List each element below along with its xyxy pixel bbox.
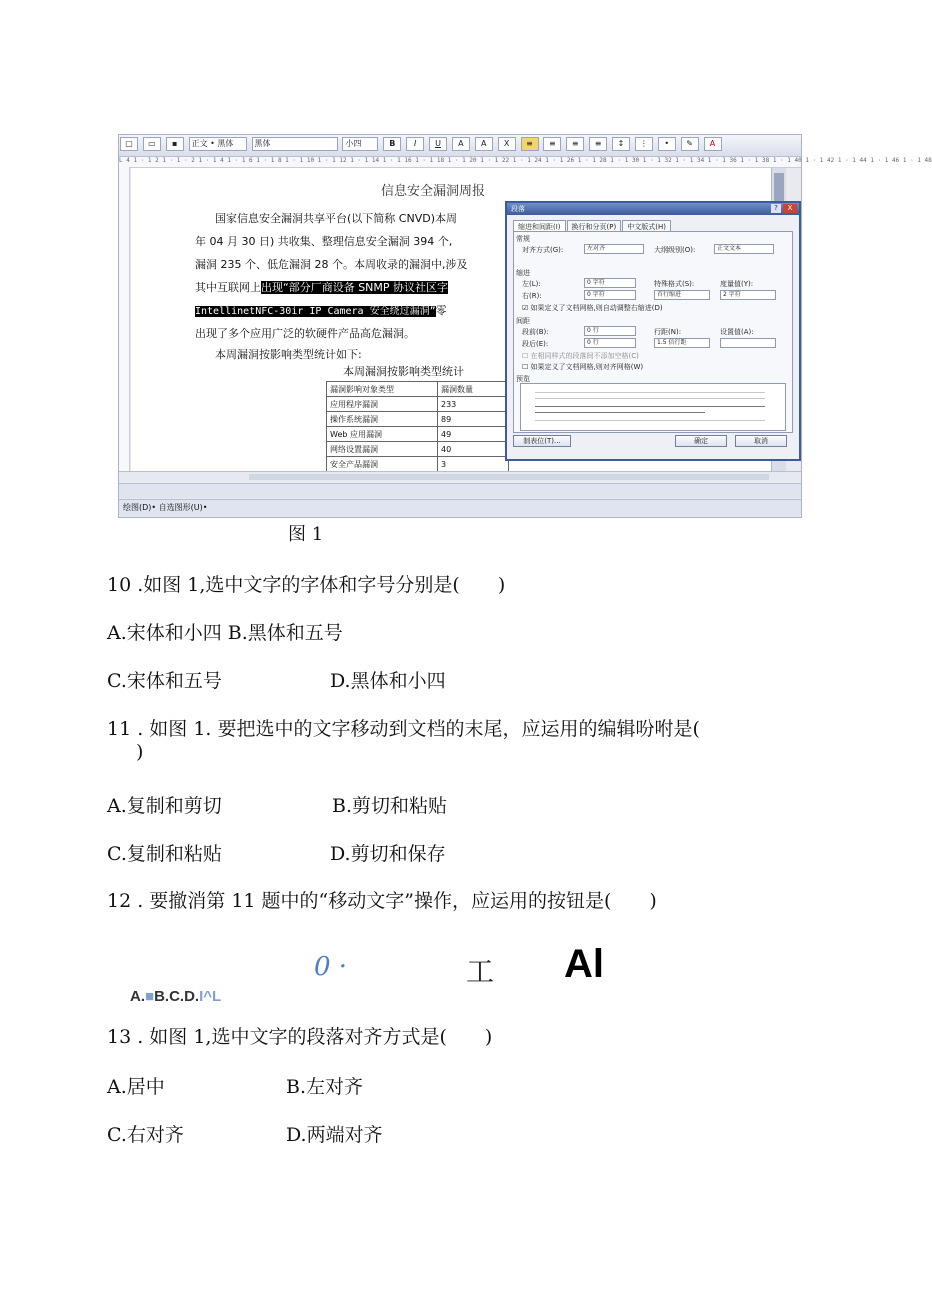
q11-option-a: A.复制和剪切 [107,795,222,817]
line-spacing-icon[interactable]: ↕ [612,137,630,151]
q13-option-b: B.左对齐 [286,1076,364,1098]
measure-field[interactable]: 2 字符 [720,290,776,300]
table-header-row [327,382,509,397]
doc-line-4 [195,279,448,295]
doc-line-3: 漏洞 235 个、低危漏洞 28 个。本周收录的漏洞中,涉及 [195,258,468,271]
before-label: 段前(B): [522,328,549,336]
font-color-button[interactable]: A [452,137,470,151]
section-indent: 缩进 [516,269,530,277]
right-indent-field[interactable]: 0 字符 [584,290,636,300]
table-cell: 安全产品漏洞 [327,457,438,472]
font-color-icon[interactable]: A [704,137,722,151]
work-glyph-icon: 工 [466,955,495,988]
horizontal-ruler: L 4 1 · 1 2 1 · 1 · 2 1 · 1 4 1 · 1 6 1 · 1 8 1 · 1 10 1 · 1 12 1 · 1 14 1 · 1 16 1 · 1 18 1 · 1 20 1 · 1 22 1 · 1 24 1 · 1 26 1 · 1 28 1 · 1 30 1 · 1 32 1 · 1 34 1 · 1 36 1 · 1 38 1 · 1 40 1 · 1 42 1 · 1 44 1 · 1 46 1 · 1 48 [119,157,801,168]
table-cell: 3 [438,457,509,472]
drawing-menu[interactable]: 绘图(D)• 自选图形(U)• [123,503,208,512]
left-indent-field[interactable]: 0 字符 [584,278,636,288]
word-screenshot-figure [118,134,932,518]
section-spacing: 间距 [516,317,530,325]
section-general: 常规 [516,235,530,243]
cancel-button[interactable]: 取消 [735,435,787,447]
setting-field[interactable] [720,338,776,348]
paragraph-dialog [505,201,801,461]
q12-option-a: A. [130,988,145,1005]
view-bar [119,471,801,482]
bold-button[interactable]: B [383,137,401,151]
vertical-ruler [119,167,130,471]
q12-options [130,988,221,1005]
close-icon[interactable]: X [783,204,797,213]
question-11-cont: ) [136,741,144,763]
q13-option-a: A.居中 [107,1076,165,1098]
undo-icon: 0 · [314,952,348,982]
question-12: 12 . 要撤消第 11 题中的“移动文字”操作，应运用的按钮是( ) [107,890,657,912]
dialog-body [513,231,793,433]
horizontal-scrollbar[interactable] [249,474,769,480]
table-row [327,442,509,457]
table-cell: 89 [438,412,509,427]
table-cell: 49 [438,427,509,442]
grid-indent-label: 如果定义了文档网格,则自动调整右缩进(D) [530,304,663,312]
preview-line [535,412,705,413]
align-label: 对齐方式(G): [522,246,564,254]
doc-line-1: 国家信息安全漏洞共享平台(以下简称 CNVD)本周 [215,212,457,225]
no-space-checkbox[interactable]: ☐ 在相同样式的段落间不添加空格(C) [522,352,639,360]
selected-text-1[interactable]: 出现“部分厂商设备 SNMP 协议社区字 [261,281,449,294]
table-row [327,427,509,442]
table-cell: 网络设置漏洞 [327,442,438,457]
setting-label: 设置值(A): [720,328,754,336]
table-header-cell: 漏洞影响对象类型 [327,382,438,397]
outline-label: 大纲级别(O): [654,246,696,254]
q13-option-c: C.右对齐 [107,1124,184,1146]
save-icon[interactable]: ▪ [166,137,184,151]
q12-option-tail: I^L [199,988,222,1005]
no-space-label: 在相同样式的段落间不添加空格(C) [530,352,639,360]
align-center-icon[interactable]: ≡ [543,137,561,151]
drawing-toolbar [119,499,801,516]
formatting-toolbar [119,135,801,157]
q12-options-bcd: B.C.D. [154,988,200,1005]
after-label: 段后(E): [522,340,549,348]
q11-option-c: C.复制和粘贴 [107,843,222,865]
font-select[interactable]: 黑体 [252,137,338,151]
special-label: 特殊格式(S): [654,280,695,288]
outline-select[interactable]: 正文文本 [714,244,774,254]
highlight-icon[interactable]: ✎ [681,137,699,151]
doc-line-2: 年 04 月 30 日) 共收集、整理信息安全漏洞 394 个, [195,235,453,248]
q13-option-d: D.两端对齐 [286,1124,383,1146]
document-title: 信息安全漏洞周报 [381,184,486,199]
q11-option-d: D.剪切和保存 [330,843,446,865]
doc-line-7: 本周漏洞按影响类型统计如下: [215,348,362,361]
q10-option-c: C.宋体和五号 [107,670,222,692]
table-caption: 本周漏洞按影响类型统计 [343,365,464,378]
doc-line-5-tail: 零 [435,304,447,317]
question-10: 10 .如图 1,选中文字的字体和字号分别是( ) [107,574,506,596]
scroll-thumb[interactable] [774,173,784,203]
line-spacing-select[interactable]: 1.5 倍行距 [654,338,710,348]
table-cell: 233 [438,397,509,412]
size-select[interactable]: 小四 [342,137,378,151]
bullets-icon[interactable]: • [658,137,676,151]
doc-table [326,381,509,472]
table-row [327,412,509,427]
question-11: 11 . 如图 1. 要把选中的文字移动到文档的末尾，应运用的编辑吩咐是( [107,718,700,740]
tabs-button[interactable]: 制表位(T)... [513,435,571,447]
section-preview: 预览 [516,375,530,383]
numbering-icon[interactable]: ⋮ [635,137,653,151]
table-row [327,397,509,412]
preview-box [520,383,786,431]
line-spacing-label: 行距(N): [654,328,682,336]
al-glyph-icon: Al [564,942,604,986]
new-doc-icon[interactable]: ▢ [120,137,138,151]
q11-option-b: B.剪切和粘贴 [332,795,448,817]
preview-line [535,420,765,421]
right-indent-label: 右(R): [522,292,542,300]
table-cell: 操作系统漏洞 [327,412,438,427]
tab-asian-typography[interactable]: 中文版式(H) [622,220,671,233]
underline-button[interactable]: U [429,137,447,151]
table-cell: 应用程序漏洞 [327,397,438,412]
before-field[interactable]: 0 行 [584,326,636,336]
char-scale-button[interactable]: X [498,137,516,151]
after-field[interactable]: 0 行 [584,338,636,348]
snap-grid-label: 如果定义了文档网格,则对齐网格(W) [530,363,644,371]
q10-option-d: D.黑体和小四 [330,670,446,692]
tab-indent-spacing[interactable]: 缩进和间距(I) [513,220,566,233]
tab-line-page-breaks[interactable]: 换行和分页(P) [567,220,622,233]
italic-button[interactable]: I [406,137,424,151]
align-select[interactable]: 左对齐 [584,244,644,254]
table-row [327,457,509,472]
align-right-icon[interactable]: ≡ [566,137,584,151]
selected-text-2[interactable]: IntellinetNFC-30ir IP Camera 安全绕过漏洞” [195,306,436,317]
ok-button[interactable]: 确定 [675,435,727,447]
doc-line-5 [195,302,447,318]
char-shade-button[interactable]: A [475,137,493,151]
measure-label: 度量值(Y): [720,280,754,288]
help-icon[interactable]: ? [771,204,781,213]
left-indent-label: 左(L): [522,280,541,288]
q10-options-ab: A.宋体和小四 B.黑体和五号 [107,622,343,644]
preview-line [535,406,765,407]
open-icon[interactable]: ▭ [143,137,161,151]
style-select[interactable]: 正文 • 黑体 [189,137,247,151]
preview-line [535,392,765,393]
table-cell: 40 [438,442,509,457]
table-header-cell: 漏洞数量 [438,382,509,397]
text-box-toolbar [119,483,801,498]
snap-grid-checkbox[interactable]: ☐ 如果定义了文档网格,则对齐网格(W) [522,363,644,371]
align-left-icon[interactable]: ≡ [521,137,539,151]
dialog-title: 段落 [507,203,799,215]
justify-icon[interactable]: ≡ [589,137,607,151]
square-icon: ■ [145,988,155,1005]
grid-indent-checkbox[interactable]: ☑ 如果定义了文档网格,则自动调整右缩进(D) [522,304,663,312]
table-cell: Web 应用漏洞 [327,427,438,442]
doc-line-4-plain: 其中互联网上 [195,281,261,294]
figure-caption: 图 1 [288,524,324,545]
preview-line [535,398,765,399]
question-13: 13 . 如图 1,选中文字的段落对齐方式是( ) [107,1026,493,1048]
doc-line-6: 出现了多个应用广泛的软硬件产品高危漏洞。 [195,327,415,340]
special-select[interactable]: 首行缩进 [654,290,710,300]
